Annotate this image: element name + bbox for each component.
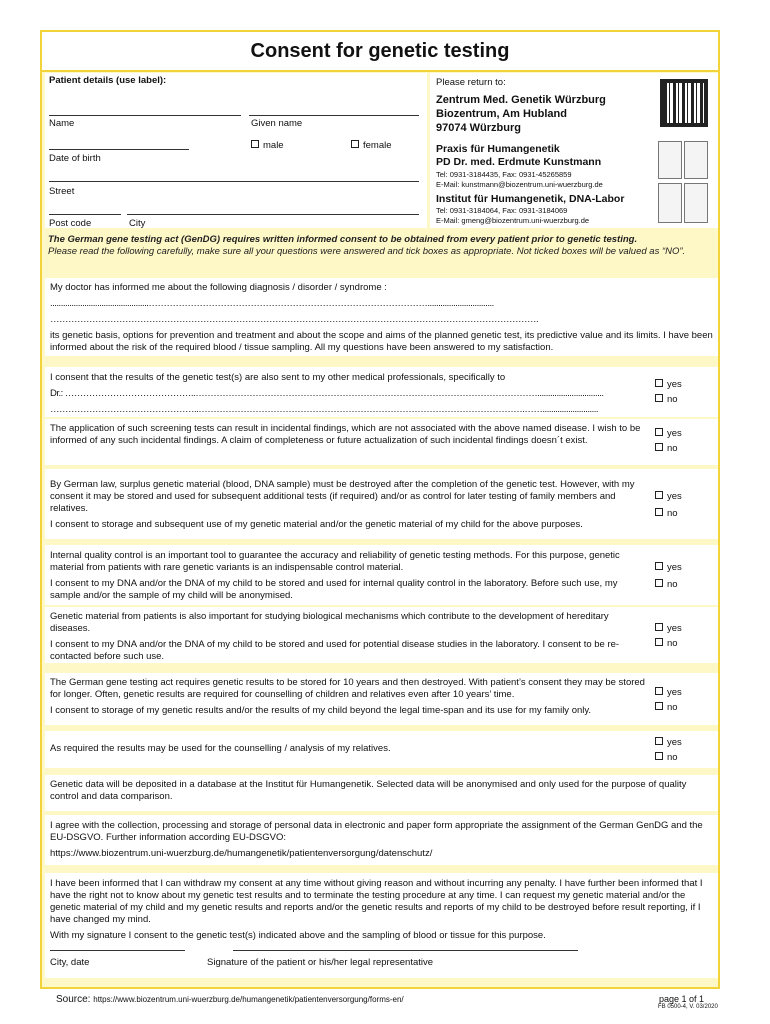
diagnosis-field-2[interactable]: ………………………………………………………………………………………………………………………………………………. (50, 314, 539, 325)
doctor-info-section (45, 278, 718, 356)
s1-yes[interactable] (655, 377, 682, 392)
s6-yes[interactable] (655, 685, 682, 700)
female-checkbox[interactable] (351, 140, 359, 148)
given-name-label: Given name (251, 118, 303, 129)
city-date-field[interactable] (50, 950, 185, 951)
dob-field[interactable] (49, 149, 189, 150)
female-option[interactable] (351, 140, 392, 151)
s3-consent: I consent to storage and subsequent use of my genetic material and/or the genetic material of my child for the above purposes. (50, 519, 583, 530)
postcode-label: Post code (49, 218, 92, 229)
given-name-field[interactable] (249, 115, 419, 116)
s5-yes-checkbox[interactable] (655, 623, 663, 631)
s3-yes-checkbox[interactable] (655, 491, 663, 499)
form-frame (40, 30, 720, 989)
section-result-storage (45, 673, 718, 725)
city-field[interactable] (127, 214, 419, 215)
s6-yes-checkbox[interactable] (655, 687, 663, 695)
s7-text: As required the results may be used for the counselling / analysis of my relatives. (50, 743, 391, 754)
s5-consent: I consent to my DNA and/or the DNA of my child to be stored and used for potential disease studies in the laboratory. I consent to be re-contacted before such use. (50, 639, 620, 662)
s2-yes[interactable] (655, 426, 682, 441)
patient-details-header: Patient details (use label): (49, 75, 167, 86)
s4-no-checkbox[interactable] (655, 579, 663, 587)
s3-no-label: no (667, 508, 678, 519)
s6-no-checkbox[interactable] (655, 702, 663, 710)
dna-helix-icon (684, 183, 708, 223)
s5-no-label: no (667, 638, 678, 649)
return-address-box (430, 73, 718, 228)
s4-yes-label: yes (667, 562, 682, 573)
signature-label: Signature of the patient or his/her legal representative (207, 957, 434, 968)
s6-consent: I consent to storage of my genetic results and/or the results of my child beyond the legal time-span and its use for my family only. (50, 705, 592, 716)
s9-link[interactable]: https://www.biozentrum.uni-wuerzburg.de/humangenetik/patientenversorgung/datenschutz/ (50, 848, 433, 859)
praxis-phone: Tel: 0931-3184435, Fax: 0931-45265859 (436, 170, 572, 179)
name-field[interactable] (49, 115, 241, 116)
s4-no[interactable] (655, 576, 682, 593)
s7-no-checkbox[interactable] (655, 752, 663, 760)
s1-no-checkbox[interactable] (655, 394, 663, 402)
institute-name: Institut für Humangenetik, DNA-Labor (436, 193, 625, 205)
form-code: FB 0500-4, V. 03/2020 (658, 1004, 718, 1010)
s5-text: Genetic material from patients is also important for studying biological mechanisms which contribute to the development of hereditary diseases. (50, 611, 609, 634)
doctor-line: My doctor has informed me about the following diagnosis / disorder / syndrome : (50, 282, 387, 293)
s10-text: I have been informed that I can withdraw my consent at any time without giving reason and without incurring any penalty. I have further been informed that I have the right not to know about my genetic test results and to terminate the testing procedure at any time. I can request my genetic material and/or the genetic material of my child and my genetic results and reports and/or the genetic results and reports of my child to be destroyed before result reporting, if I have changed my mind. (50, 878, 703, 925)
doctor-text: its genetic basis, options for prevention and treatment and about the scope and aims of the planned genetic test, its predictive value and its limits. I have been informed about the risk of the required blood / tissue sampling. All my questions have been answered to my satisfaction. (50, 330, 713, 353)
signature-field[interactable] (233, 950, 578, 951)
postcode-field[interactable] (49, 214, 121, 215)
s3-yes-label: yes (667, 491, 682, 502)
s9-text: I agree with the collection, processing and storage of personal data in electronic and paper form appropriate the assignment of the German GenDG and the EU-DSGVO. Further information according EU-DSGVO: (50, 820, 703, 843)
s3-no-checkbox[interactable] (655, 508, 663, 516)
gendg-notice (48, 234, 714, 258)
s7-yes[interactable] (655, 735, 682, 750)
s2-yes-checkbox[interactable] (655, 428, 663, 436)
s6-no[interactable] (655, 700, 682, 715)
s8-text: Genetic data will be deposited in a database at the Institut für Humangenetik. Selected data will be anonymised and only used for the purpose of quality control and data comparison. (50, 779, 687, 802)
city-date-label: City, date (50, 957, 90, 968)
s2-no-label: no (667, 443, 678, 454)
s2-no[interactable] (655, 441, 682, 456)
pedigree-icon (658, 141, 682, 179)
s1-no[interactable] (655, 392, 682, 407)
dna-gel-icon (658, 183, 682, 223)
s2-yes-label: yes (667, 428, 682, 439)
chromosome-icon (684, 141, 708, 179)
qr-code-icon (660, 79, 708, 127)
s10-consent: With my signature I consent to the genetic test(s) indicated above and the sampling of blood or tissue for this purpose. (50, 930, 546, 941)
s4-text: Internal quality control is an important tool to guarantee the accuracy and reliability of genetic testing methods. For this purpose, genetic material from patients with rare genetic variants is an indispensable control material. (50, 550, 620, 573)
footer-source (56, 994, 404, 1005)
s4-consent: I consent to my DNA and/or the DNA of my child to be stored and used for internal quality control in the laboratory. Before such use, my sample and/or the sample of my child will be anonymised. (50, 578, 618, 601)
male-checkbox[interactable] (251, 140, 259, 148)
s5-no[interactable] (655, 636, 682, 651)
s1-yes-checkbox[interactable] (655, 379, 663, 387)
section-results-to-doctor (45, 367, 718, 417)
s7-yes-checkbox[interactable] (655, 737, 663, 745)
patient-details-box (45, 73, 427, 228)
section-incidental-findings (45, 419, 718, 465)
s1-no-label: no (667, 394, 678, 405)
street-field[interactable] (49, 181, 419, 182)
s4-yes[interactable] (655, 559, 682, 576)
s3-yes[interactable] (655, 488, 682, 505)
section-data-protection (45, 815, 718, 865)
name-label: Name (49, 118, 75, 129)
s2-text: The application of such screening tests can result in incidental findings, which are not associated with the above named disease. I wish to be informed of any such incidental findings. A claim of completeness or future actualization of such incidental findings doesn´t exist. (50, 423, 641, 446)
city-label: City (129, 218, 146, 229)
return-address-line1: Zentrum Med. Genetik Würzburg (436, 94, 606, 106)
section-withdrawal-signature (45, 873, 718, 978)
page-title: Consent for genetic testing (42, 32, 718, 72)
s4-no-label: no (667, 579, 678, 590)
s4-yes-checkbox[interactable] (655, 562, 663, 570)
s7-no[interactable] (655, 750, 682, 765)
source-label: Source: (56, 994, 91, 1005)
s1-doctor-field-2[interactable]: …………………………………………..……………………………………………………………………………………………….…….......................... (50, 404, 599, 415)
s1-yes-label: yes (667, 379, 682, 390)
praxis-doctor: PD Dr. med. Erdmute Kunstmann (436, 156, 602, 168)
section-database (45, 775, 718, 811)
institute-phone: Tel: 0931-3184064, Fax: 0931-3184069 (436, 206, 568, 215)
page-number: page 1 of 1 (659, 994, 705, 1004)
s3-text: By German law, surplus genetic material (blood, DNA sample) must be destroyed after the completion of the genetic test. However, with my consent it may be stored and used for subsequent additional tests (if required) and/or as control for later testing of family members and relatives. (50, 479, 635, 514)
s6-yes-label: yes (667, 687, 682, 698)
male-label: male (263, 140, 284, 151)
notice-bold: The German gene testing act (GenDG) requires written informed consent to be obtained from every patient prior to genetic testing. (48, 234, 638, 245)
s1-text: I consent that the results of the genetic test(s) are also sent to my other medical professionals, specifically to (50, 372, 506, 383)
s6-no-label: no (667, 702, 678, 713)
s7-yes-label: yes (667, 737, 682, 748)
s5-yes-label: yes (667, 623, 682, 634)
return-address-line2: Biozentrum, Am Hubland (436, 108, 567, 120)
s7-no-label: no (667, 752, 678, 763)
s1-doctor-field[interactable]: Dr.: ……………………………………..……………………………………………………………………………………………………............................... (50, 388, 604, 399)
section-relatives-counselling (45, 731, 718, 768)
return-address-line3: 97074 Würzburg (436, 122, 521, 134)
s5-no-checkbox[interactable] (655, 638, 663, 646)
section-disease-studies (45, 607, 718, 663)
section-surplus-material (45, 469, 718, 539)
praxis-name: Praxis für Humangenetik (436, 143, 560, 155)
section-quality-control (45, 545, 718, 605)
street-label: Street (49, 186, 75, 197)
diagnosis-field-1[interactable]: ..............................................…………………………………………………………………………………............................... (50, 298, 494, 309)
female-label: female (363, 140, 392, 151)
return-label: Please return to: (436, 77, 506, 88)
s2-no-checkbox[interactable] (655, 443, 663, 451)
s3-no[interactable] (655, 505, 682, 522)
notice-text: Please read the following carefully, make sure all your questions were answered and tick boxes as appropriate. Not ticked boxes will be valued as “NO”. (48, 246, 686, 257)
institute-email: E-Mail: gmeng@biozentrum.uni-wuerzburg.de (436, 216, 590, 225)
source-url[interactable]: https://www.biozentrum.uni-wuerzburg.de/humangenetik/patientenversorgung/forms-en/ (93, 995, 404, 1004)
s5-yes[interactable] (655, 621, 682, 636)
praxis-email: E-Mail: kunstmann@biozentrum.uni-wuerzburg.de (436, 180, 603, 189)
s6-text: The German gene testing act requires genetic results to be stored for 10 years and then destroyed. With patient’s consent they may be stored for longer. Often, genetic results are required for counselling of children and relatives even after 10 years’ time. (50, 677, 645, 700)
male-option[interactable] (251, 140, 284, 151)
dob-label: Date of birth (49, 153, 101, 164)
